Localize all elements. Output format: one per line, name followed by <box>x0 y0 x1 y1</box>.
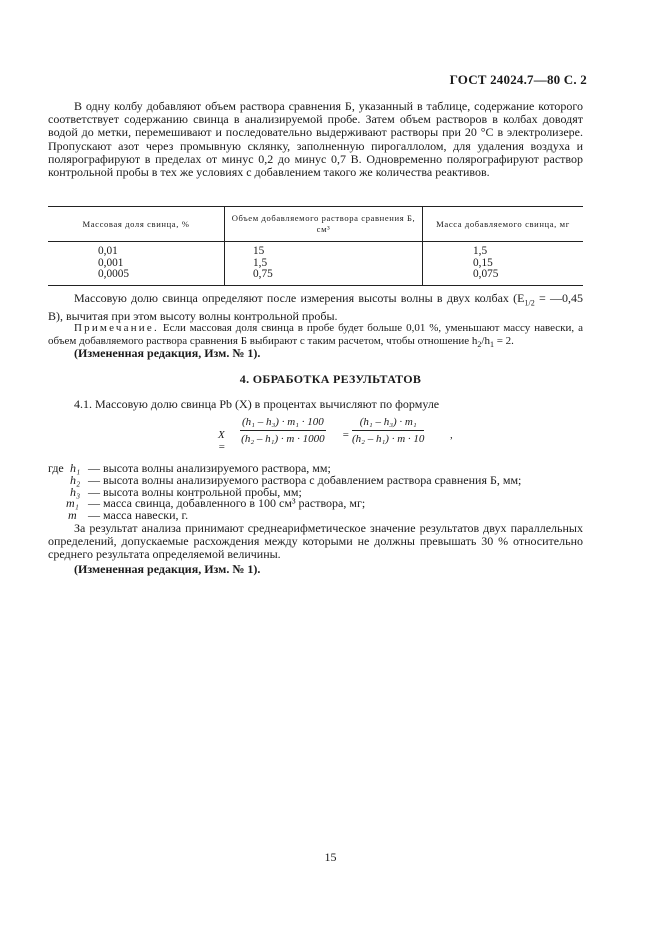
definition-symbol: m₁ <box>66 496 79 511</box>
formula-comma: , <box>450 429 453 441</box>
formula-fraction-1 <box>240 416 326 445</box>
note-subscript: 1 <box>489 339 494 349</box>
table-cell <box>225 242 423 286</box>
additions-table <box>48 206 583 286</box>
table-value: 0,15 <box>473 256 493 269</box>
table-header-cell: Объем добавляемого раствора сравнения Б, см³ <box>225 207 423 242</box>
definition-symbol: h₃ <box>70 484 81 499</box>
measurement-paragraph <box>48 292 583 323</box>
formula-equals: = <box>342 429 350 441</box>
page-header: ГОСТ 24024.7—80 С. 2 <box>449 72 587 87</box>
note-subscript: 2 <box>477 339 482 349</box>
section-title: 4. ОБРАБОТКА РЕЗУЛЬТАТОВ <box>239 372 422 386</box>
page-number: 15 <box>324 850 337 864</box>
formula-numerator: (h₁ – h₃) · m₁ <box>352 416 424 431</box>
definition-prefix: где <box>48 461 64 475</box>
formula-denominator: (h₂ – h₁) · m · 10 <box>352 433 425 445</box>
table-value: 1,5 <box>253 256 268 269</box>
measurement-subscript: 1/2 <box>524 298 535 308</box>
formula-numerator: (h₁ – h₃) · m₁ · 100 <box>240 416 326 431</box>
definition-symbol: h₁ <box>70 461 81 475</box>
table-header-cell: Масса добавляемого свинца, мг <box>423 207 584 242</box>
amendment-note: (Измененная редакция, Изм. № 1). <box>74 562 261 576</box>
table-value: 0,75 <box>253 268 273 280</box>
definition-text: — высота волны контрольной пробы, мм; <box>88 484 302 499</box>
result-paragraph: За результат анализа принимают среднеарифметическое значение результатов двух параллельных определений, допускаемые расхождения между которыми не должны превышать 30 % относительно среднего результата определяемой величины. <box>48 521 583 562</box>
table-value: 1,5 <box>473 245 488 257</box>
table-header-row <box>48 207 583 242</box>
amendment-note: (Измененная редакция, Изм. № 1). <box>74 346 261 360</box>
intro-paragraph: В одну колбу добавляют объем раствора сравнения Б, указанный в таблице, содержание которого соответствует содержанию свинца в анализируемой пробе. Затем объем растворов в колбах доводят водой до метки, перемешивают и последовательно выдерживают растворы при 20 °С в электролизере. Пропускают азот через промывную склянку, заполненную пирогаллолом, для удаления воздуха и полярографируют в пределах от минус 0,2 до минус 0,7 В. Одновременно полярографируют раствор контрольной пробы в тех же условиях с добавлением такого же количества реактивов. <box>48 99 583 180</box>
table-cell <box>423 242 584 286</box>
definition-text: — масса навески, г. <box>88 508 189 523</box>
table-row <box>48 242 583 286</box>
measurement-text-b: = —0,45 В), вычитая при этом высоту волны контрольной пробы. <box>48 291 583 323</box>
note-text-b: = 2. <box>493 334 514 347</box>
note-text-mid: /h <box>481 334 490 347</box>
table-value: 15 <box>253 245 265 257</box>
note-label: Примечание. <box>74 322 159 334</box>
definition-symbol: h₂ <box>70 472 81 487</box>
table-value: 0,01 <box>98 245 118 257</box>
formula-lhs: X = <box>218 429 226 453</box>
definition-symbol: m <box>68 508 77 523</box>
table-value: 0,001 <box>98 256 124 269</box>
definition-text: — высота волны анализируемого раствора, мм; <box>88 461 331 475</box>
definition-text: — высота волны анализируемого раствора с добавлением раствора сравнения Б, мм; <box>88 472 522 487</box>
formula-fraction-2 <box>352 416 424 445</box>
definition-text: — масса свинца, добавленного в 100 см³ раствора, мг; <box>88 496 366 511</box>
table-cell <box>48 242 225 286</box>
formula-denominator: (h₂ – h₁) · m · 1000 <box>241 433 325 445</box>
table-value: 0,0005 <box>98 268 130 280</box>
section-4-1-paragraph: 4.1. Массовую долю свинца Pb (X) в процентах вычисляют по формуле <box>74 397 440 411</box>
table-value: 0,075 <box>473 268 499 280</box>
measurement-text-a: Массовую долю свинца определяют после измерения высоты волны в двух колбах (E <box>74 291 525 305</box>
table-header-cell: Массовая доля свинца, % <box>48 207 225 242</box>
note-text-a: Если массовая доля свинца в пробе будет больше 0,01 %, уменьшают массу навески, а объем добавляемого раствора сравнения Б выбирают с таким расчетом, чтобы отношение h <box>48 322 583 347</box>
